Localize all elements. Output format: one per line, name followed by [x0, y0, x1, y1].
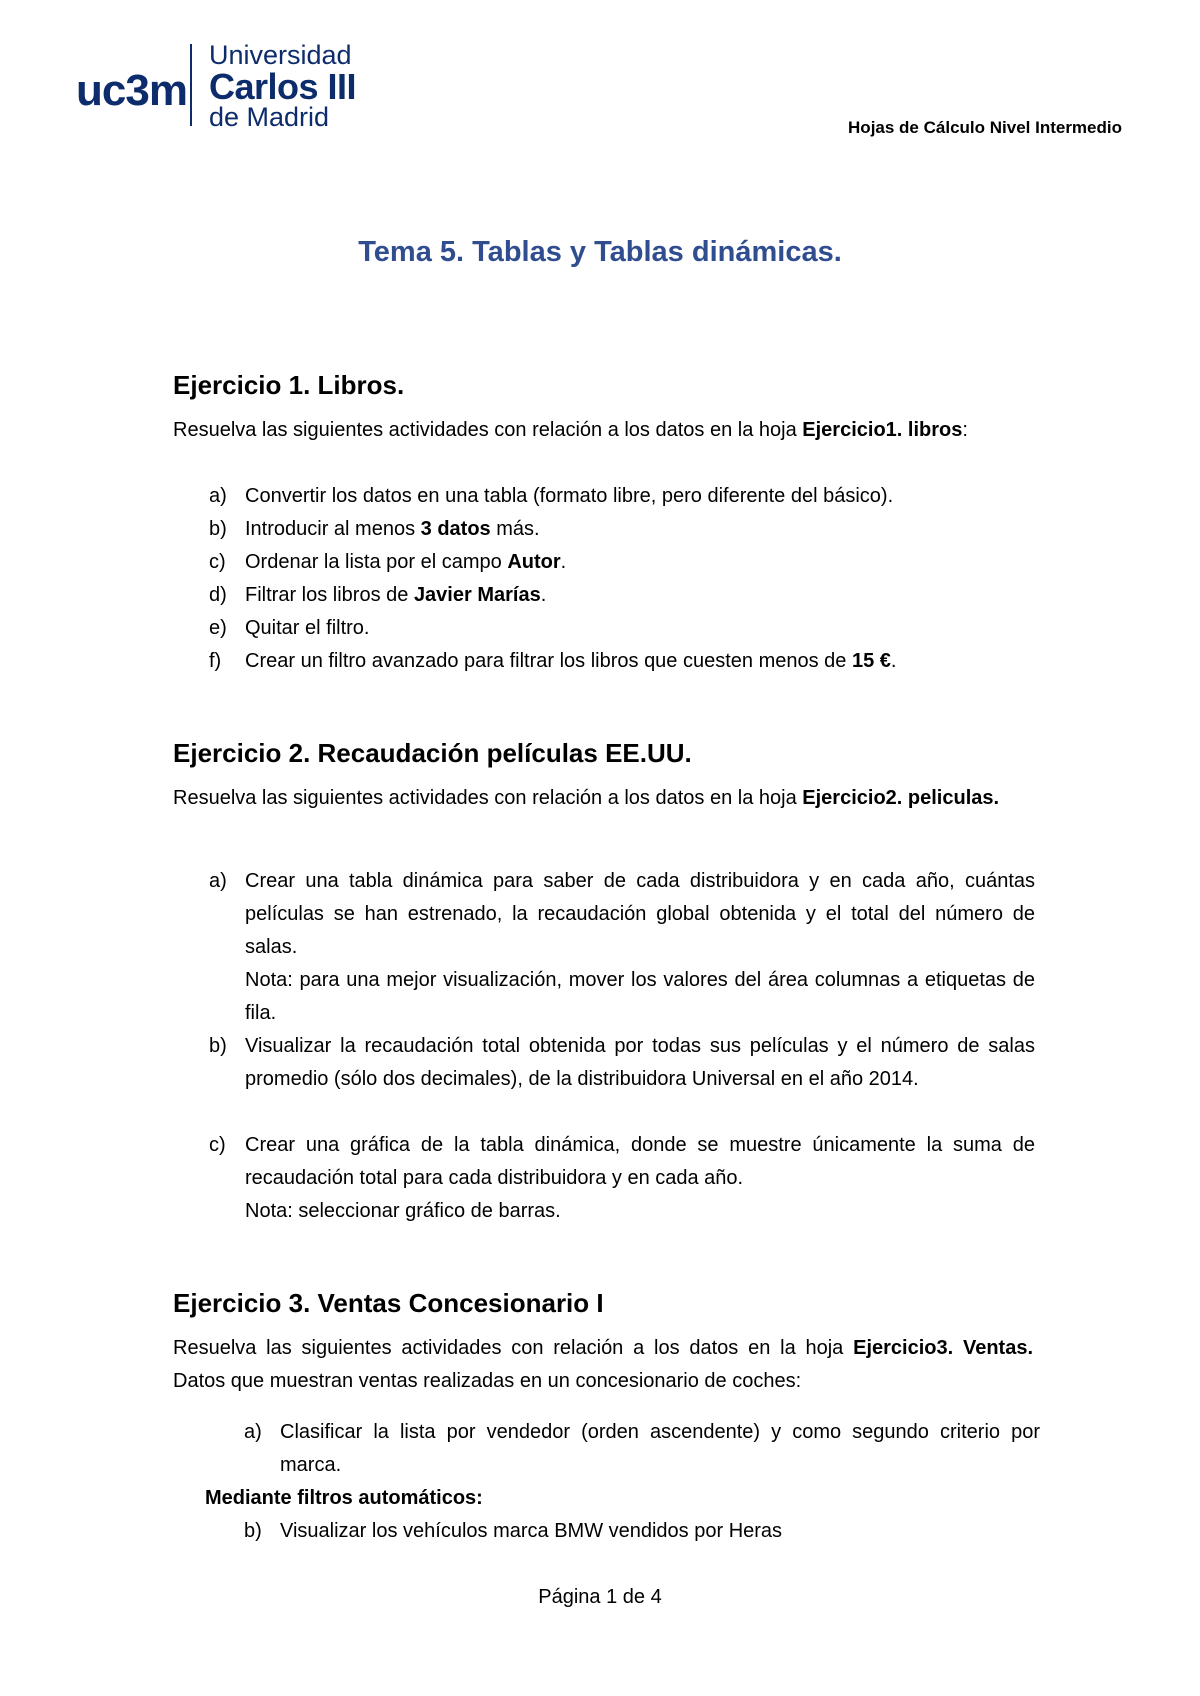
list-item: b) Introducir al menos 3 datos más.: [209, 518, 540, 540]
exercise-1-heading: Ejercicio 1. Libros.: [173, 370, 405, 400]
list-item-note: Nota: para una mejor visualización, mover los valores del área columnas a etiquetas de fila.: [245, 969, 1035, 1024]
exercise-3-heading: Ejercicio 3. Ventas Concesionario I: [173, 1288, 604, 1318]
exercise-1-intro: Resuelva las siguientes actividades con relación a los datos en la hoja Ejercicio1. libros:: [173, 419, 968, 441]
logo-mark: uc3m: [76, 66, 187, 115]
logo-divider: [190, 44, 192, 126]
logo-line-2: Carlos III: [209, 66, 357, 107]
subheading: Mediante filtros automáticos:: [205, 1487, 483, 1509]
exercise-2-intro: Resuelva las siguientes actividades con relación a los datos en la hoja Ejercicio2. peliculas.: [173, 787, 1000, 809]
course-name: Hojas de Cálculo Nivel Intermedio: [848, 118, 1122, 137]
list-item-note: Nota: seleccionar gráfico de barras.: [245, 1200, 561, 1222]
list-item: b) Visualizar los vehículos marca BMW vendidos por Heras: [244, 1520, 783, 1542]
list-item: a) Convertir los datos en una tabla (formato libre, pero diferente del básico).: [209, 485, 894, 507]
list-item: c) Crear una gráfica de la tabla dinámica, donde se muestre únicamente la suma de recaudación total para cada distribuidora y en cada año.: [209, 1134, 1035, 1189]
logo-line-3: de Madrid: [209, 102, 330, 132]
list-item: a) Clasificar la lista por vendedor (orden ascendente) y como segundo criterio por marca.: [244, 1421, 1040, 1476]
list-item: f) Crear un filtro avanzado para filtrar los libros que cuesten menos de 15 €.: [209, 650, 897, 672]
exercise-2-heading: Ejercicio 2. Recaudación películas EE.UU.: [173, 738, 692, 768]
list-item: b) Visualizar la recaudación total obtenida por todas sus películas y el número de salas promedio (sólo dos decimales), de la distribuidora Universal en el año 2014.: [209, 1035, 1035, 1090]
list-item: e) Quitar el filtro.: [209, 617, 370, 639]
list-item: d) Filtrar los libros de Javier Marías.: [209, 584, 547, 606]
list-item: c) Ordenar la lista por el campo Autor.: [209, 551, 567, 573]
exercise-3-intro: Resuelva las siguientes actividades con relación a los datos en la hoja Ejercicio3. Ventas. Datos que muestran ventas realizadas en un concesionario de coches:: [173, 1337, 1033, 1392]
logo-line-1: Universidad: [209, 40, 352, 70]
page-title: Tema 5. Tablas y Tablas dinámicas.: [358, 236, 842, 268]
page-number: Página 1 de 4: [538, 1586, 662, 1608]
list-item: a) Crear una tabla dinámica para saber de cada distribuidora y en cada año, cuántas películas se han estrenado, la recaudación global obtenida y el total del número de salas.: [209, 870, 1035, 958]
university-logo: [76, 40, 366, 130]
